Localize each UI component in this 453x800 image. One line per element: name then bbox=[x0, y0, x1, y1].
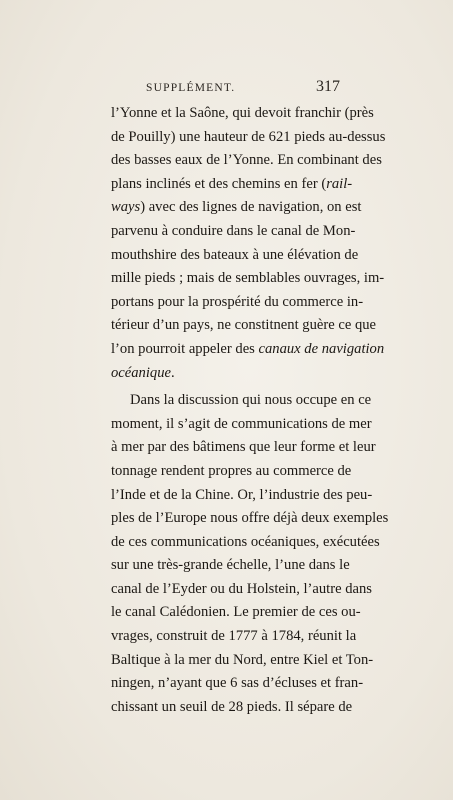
text-span: des basses eaux de l’Yonne. En combinant des bbox=[111, 152, 382, 169]
text-line bbox=[111, 554, 350, 578]
text-span: ningen, n’ayant que 6 sas d’écluses et fran- bbox=[111, 675, 364, 692]
text-line bbox=[111, 436, 376, 460]
text-span: mille pieds ; mais de semblables ouvrages, im- bbox=[111, 270, 385, 287]
text-line bbox=[111, 196, 362, 220]
text-line bbox=[111, 649, 374, 673]
text-span: moment, il s’agit de communications de mer bbox=[111, 415, 372, 432]
text-span: de ces communications océaniques, exécutées bbox=[111, 533, 380, 550]
text-line bbox=[111, 314, 377, 338]
text-span: . bbox=[170, 364, 175, 381]
text-span: l’on pourroit appeler des bbox=[111, 340, 259, 357]
text-line bbox=[111, 291, 364, 315]
text-span: le canal Calédonien. Le premier de ces ou- bbox=[111, 604, 361, 621]
text-line bbox=[111, 102, 374, 126]
text-span: canal de l’Eyder ou du Holstein, l’autre dans bbox=[111, 580, 372, 597]
italic-span: ways bbox=[111, 199, 141, 216]
text-line bbox=[111, 173, 353, 197]
text-span: l’Inde et de la Chine. Or, l’industrie des peu- bbox=[111, 486, 373, 503]
running-title: SUPPLÉMENT. bbox=[146, 82, 236, 94]
text-span: ) avec des lignes de navigation, on est bbox=[140, 199, 362, 216]
text-span: térieur d’un pays, ne constitnent guère ce que bbox=[111, 317, 377, 334]
text-span: parvenu à conduire dans le canal de Mon- bbox=[111, 222, 356, 239]
text-span: ples de l’Europe nous offre déjà deux exemples bbox=[111, 510, 389, 527]
text-line bbox=[111, 531, 380, 555]
text-span: vrages, construit de 1777 à 1784, réunit la bbox=[111, 628, 357, 645]
text-line bbox=[111, 126, 386, 150]
page-number: 317 bbox=[316, 78, 340, 95]
text-span: portans pour la prospérité du commerce in- bbox=[111, 293, 364, 310]
text-span: tonnage rendent propres au commerce de bbox=[111, 462, 352, 479]
text-line bbox=[111, 220, 356, 244]
text-line bbox=[111, 672, 364, 696]
text-span: chissant un seuil de 28 pieds. Il sépare de bbox=[111, 698, 353, 715]
body-text bbox=[111, 102, 389, 719]
text-line bbox=[111, 362, 334, 386]
italic-span: océanique bbox=[111, 364, 171, 381]
text-line bbox=[111, 413, 372, 437]
text-span: Baltique à la mer du Nord, entre Kiel et Ton- bbox=[111, 651, 374, 668]
text-line bbox=[111, 149, 382, 173]
text-line bbox=[111, 625, 357, 649]
text-line bbox=[111, 696, 353, 720]
text-line bbox=[111, 244, 359, 268]
text-span: l’Yonne et la Saône, qui devoit franchir (près bbox=[111, 105, 374, 121]
text-line bbox=[111, 507, 389, 531]
text-line bbox=[111, 484, 373, 508]
italic-span: canaux de navigation bbox=[258, 340, 385, 357]
text-span: à mer par des bâtimens que leur forme et leur bbox=[111, 439, 376, 456]
text-line bbox=[111, 267, 385, 291]
text-span: Dans la discussion qui nous occupe en ce bbox=[130, 392, 372, 409]
text-span: de Pouilly) une hauteur de 621 pieds au-dessus bbox=[111, 128, 386, 145]
page-header bbox=[0, 80, 453, 102]
text-line bbox=[111, 460, 352, 484]
text-line bbox=[111, 338, 385, 362]
italic-span: rail- bbox=[326, 175, 353, 192]
text-span: mouthshire des bateaux à une élévation de bbox=[111, 246, 359, 263]
text-line bbox=[111, 578, 372, 602]
text-span: plans inclinés et des chemins en fer ( bbox=[111, 175, 327, 192]
text-line bbox=[111, 389, 372, 413]
text-line bbox=[111, 601, 361, 625]
text-span: sur une très-grande échelle, l’une dans le bbox=[111, 557, 350, 574]
